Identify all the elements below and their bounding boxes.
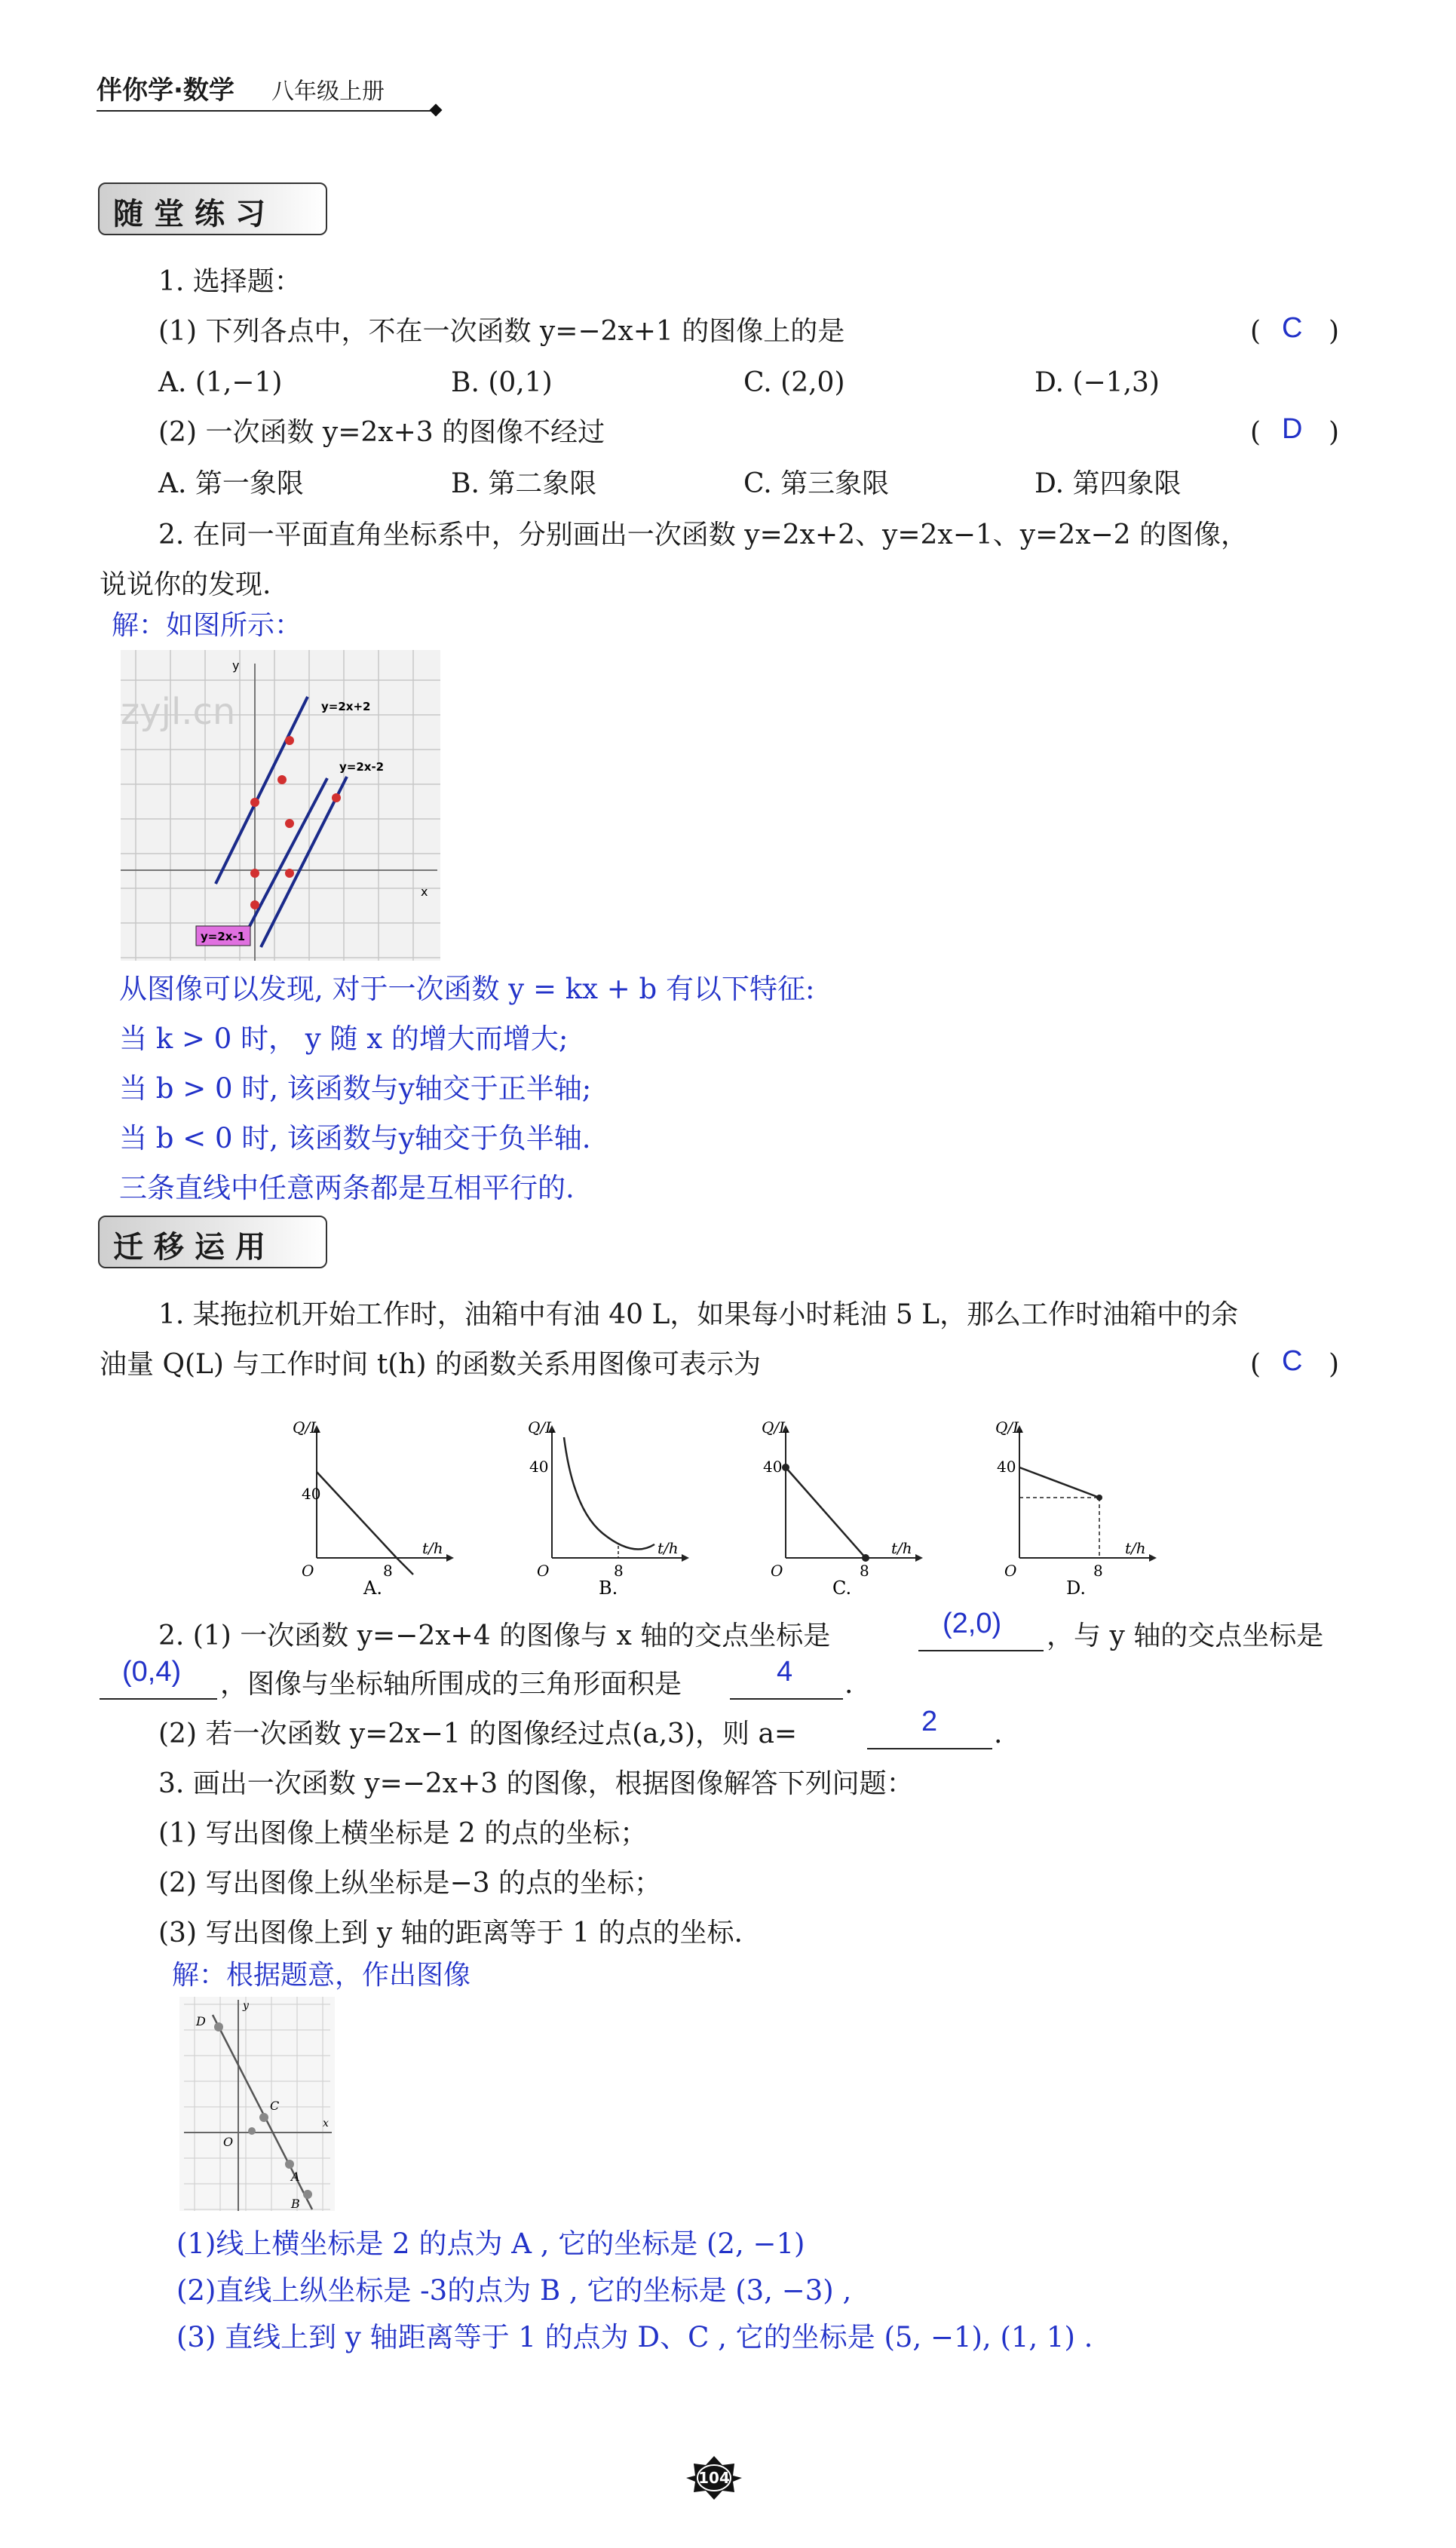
graph-b-8: 8 <box>614 1562 624 1580</box>
graph-c-label: C. <box>832 1578 852 1597</box>
p2-a1-blank <box>918 1650 1044 1651</box>
q1-p1-bracket-open: ( <box>1250 316 1261 347</box>
q1-p1-bracket-close: ) <box>1329 316 1340 347</box>
label-y: y <box>243 2000 249 2012</box>
q1-opt-a: A. (1,−1) <box>158 367 283 398</box>
p3-answer-1: (1)线上横坐标是 2 的点为 A , 它的坐标是 (2, −1) <box>176 2228 805 2260</box>
graph-c-o: O <box>771 1562 783 1580</box>
graph-a <box>285 1419 458 1597</box>
p3-answer-2: (2)直线上纵坐标是 -3的点为 B , 它的坐标是 (3, −3) , <box>176 2274 852 2307</box>
p3-stem: 3. 画出一次函数 y=−2x+3 的图像，根据图像解答下列问题： <box>158 1768 914 1799</box>
pt-A: A <box>291 2169 300 2184</box>
p1-line2: 油量 Q(L) 与工作时间 t(h) 的函数关系用图像可表示为 <box>100 1349 762 1380</box>
book-title: 伴你学·数学 <box>97 75 234 106</box>
q2-solution-intro: 解：如图所示： <box>112 610 302 641</box>
p2-a1: 2. (1) 一次函数 y=−2x+4 的图像与 x 轴的交点坐标是 <box>158 1620 831 1651</box>
pt-O: O <box>223 2135 234 2149</box>
graph-b-label: B. <box>599 1578 618 1597</box>
pt-C: C <box>270 2099 280 2113</box>
q1-opt-c: C. (2,0) <box>743 367 845 398</box>
q1-p1-answer: C <box>1282 312 1303 344</box>
p3-answer-3: (3) 直线上到 y 轴距离等于 1 的点为 D、C , 它的坐标是 (5, −1), (1, 1) . <box>176 2321 1093 2353</box>
graph-d-label: D. <box>1066 1578 1087 1597</box>
finding-3: 当 b > 0 时, 该函数与y轴交于正半轴; <box>119 1072 592 1105</box>
q1-p2-opt-c: C. 第三象限 <box>743 468 890 499</box>
p2-a3-period: . <box>844 1669 854 1700</box>
label-x: x <box>323 2117 329 2129</box>
p2-b1: (2) 若一次函数 y=2x−1 的图像经过点(a,3)，则 a= <box>158 1719 798 1749</box>
p2-a2-mid: ，图像与坐标轴所围成的三角形面积是 <box>220 1669 682 1700</box>
graph-d-o: O <box>1004 1562 1017 1580</box>
graph-a-t: t/h <box>422 1539 443 1557</box>
p3-graph <box>179 1997 335 2211</box>
p2-a2-blank <box>100 1698 217 1700</box>
graph-d-t: t/h <box>1125 1539 1146 1557</box>
q1-opt-b: B. (0,1) <box>451 367 553 398</box>
q1-p2-bracket-close: ) <box>1329 417 1340 448</box>
graph-b-40: 40 <box>529 1458 549 1476</box>
label-l3: y=2x-1 <box>201 930 246 943</box>
p1-answer: C <box>1282 1345 1303 1377</box>
p3-s1: (1) 写出图像上横坐标是 2 的点的坐标； <box>158 1818 648 1849</box>
graph-b-t: t/h <box>657 1539 679 1557</box>
p2-a3-blank <box>730 1698 843 1700</box>
p3-s3: (3) 写出图像上到 y 轴的距离等于 1 的点的坐标. <box>158 1918 743 1949</box>
q1-p2-opt-a: A. 第一象限 <box>158 468 304 499</box>
graph-c-q: Q/L <box>762 1419 789 1437</box>
label-l1: y=2x+2 <box>321 700 371 713</box>
watermark: zyjl.cn <box>121 691 236 733</box>
p2-a1-mid: ，与 y 轴的交点坐标是 <box>1047 1620 1324 1651</box>
graph-c <box>754 1419 927 1597</box>
label-l2: y=2x-2 <box>339 760 385 774</box>
graph-c-8: 8 <box>860 1562 869 1580</box>
graph-b <box>520 1419 694 1597</box>
p3-s2: (2) 写出图像上纵坐标是−3 的点的坐标； <box>158 1868 661 1899</box>
q1-stem: 1. 选择题： <box>158 266 302 297</box>
p2-b-blank <box>867 1748 992 1749</box>
graph-b-o: O <box>537 1562 550 1580</box>
section-title: 随堂练习 <box>113 197 276 231</box>
q1-p2-opt-d: D. 第四象限 <box>1035 468 1182 499</box>
section-suitang <box>98 182 327 235</box>
section-qianyi <box>98 1216 327 1268</box>
graph-a-40: 40 <box>302 1485 321 1503</box>
finding-1: 从图像可以发现, 对于一次函数 y = kx + b 有以下特征: <box>119 973 815 1005</box>
graph-b-q: Q/L <box>528 1419 556 1437</box>
finding-4: 当 b < 0 时, 该函数与y轴交于负半轴. <box>119 1122 591 1154</box>
p1-bracket-close: ) <box>1329 1349 1340 1380</box>
p2-b-answer: 2 <box>921 1706 938 1737</box>
finding-2: 当 k > 0 时， y 随 x 的增大而增大; <box>119 1023 569 1055</box>
q1-p2-bracket-open: ( <box>1250 417 1261 448</box>
q2-line2: 说说你的发现. <box>100 569 271 600</box>
pt-B: B <box>291 2197 300 2211</box>
q1-p2-opt-b: B. 第二象限 <box>451 468 597 499</box>
p2-a1-answer: (2,0) <box>943 1608 1002 1639</box>
q2-graph <box>121 650 440 961</box>
p3-solution-intro: 解：根据题意，作出图像 <box>172 1960 471 1991</box>
graph-d-q: Q/L <box>995 1419 1023 1437</box>
graph-a-o: O <box>302 1562 314 1580</box>
section-title: 迁移运用 <box>113 1230 276 1265</box>
p2-b-period: . <box>994 1719 1003 1749</box>
q1-opt-d: D. (−1,3) <box>1035 367 1160 398</box>
graph-c-t: t/h <box>891 1539 912 1557</box>
q1-p2: (2) 一次函数 y=2x+3 的图像不经过 <box>158 417 605 448</box>
p1-line1: 1. 某拖拉机开始工作时，油箱中有油 40 L，如果每小时耗油 5 L，那么工作时油箱中的余 <box>158 1299 1239 1330</box>
graph-c-40: 40 <box>763 1458 783 1476</box>
header-rule <box>97 110 437 112</box>
finding-5: 三条直线中任意两条都是互相平行的. <box>119 1172 575 1204</box>
p2-a2-answer: (0,4) <box>122 1656 182 1688</box>
pt-D: D <box>196 2014 206 2028</box>
graph-a-8: 8 <box>383 1562 393 1580</box>
page-number: 104 <box>698 2469 730 2487</box>
q1-p1: (1) 下列各点中，不在一次函数 y=−2x+1 的图像上的是 <box>158 316 845 347</box>
graph-d-40: 40 <box>997 1458 1016 1476</box>
q1-p2-answer: D <box>1282 413 1303 445</box>
label-y: y <box>232 658 240 673</box>
page-number-badge <box>685 2454 743 2501</box>
label-x: x <box>421 885 428 899</box>
q2-line1: 2. 在同一平面直角坐标系中，分别画出一次函数 y=2x+2、y=2x−1、y=2x−2 的图像， <box>158 520 1249 550</box>
graph-d <box>988 1419 1161 1597</box>
graph-a-label: A. <box>363 1578 382 1597</box>
graph-d-8: 8 <box>1093 1562 1103 1580</box>
book-grade: 八年级上册 <box>271 78 385 105</box>
p2-a3-answer: 4 <box>777 1656 793 1688</box>
graph-a-q: Q/L <box>293 1419 320 1437</box>
p1-bracket-open: ( <box>1250 1349 1261 1380</box>
header-diamond <box>430 104 443 117</box>
